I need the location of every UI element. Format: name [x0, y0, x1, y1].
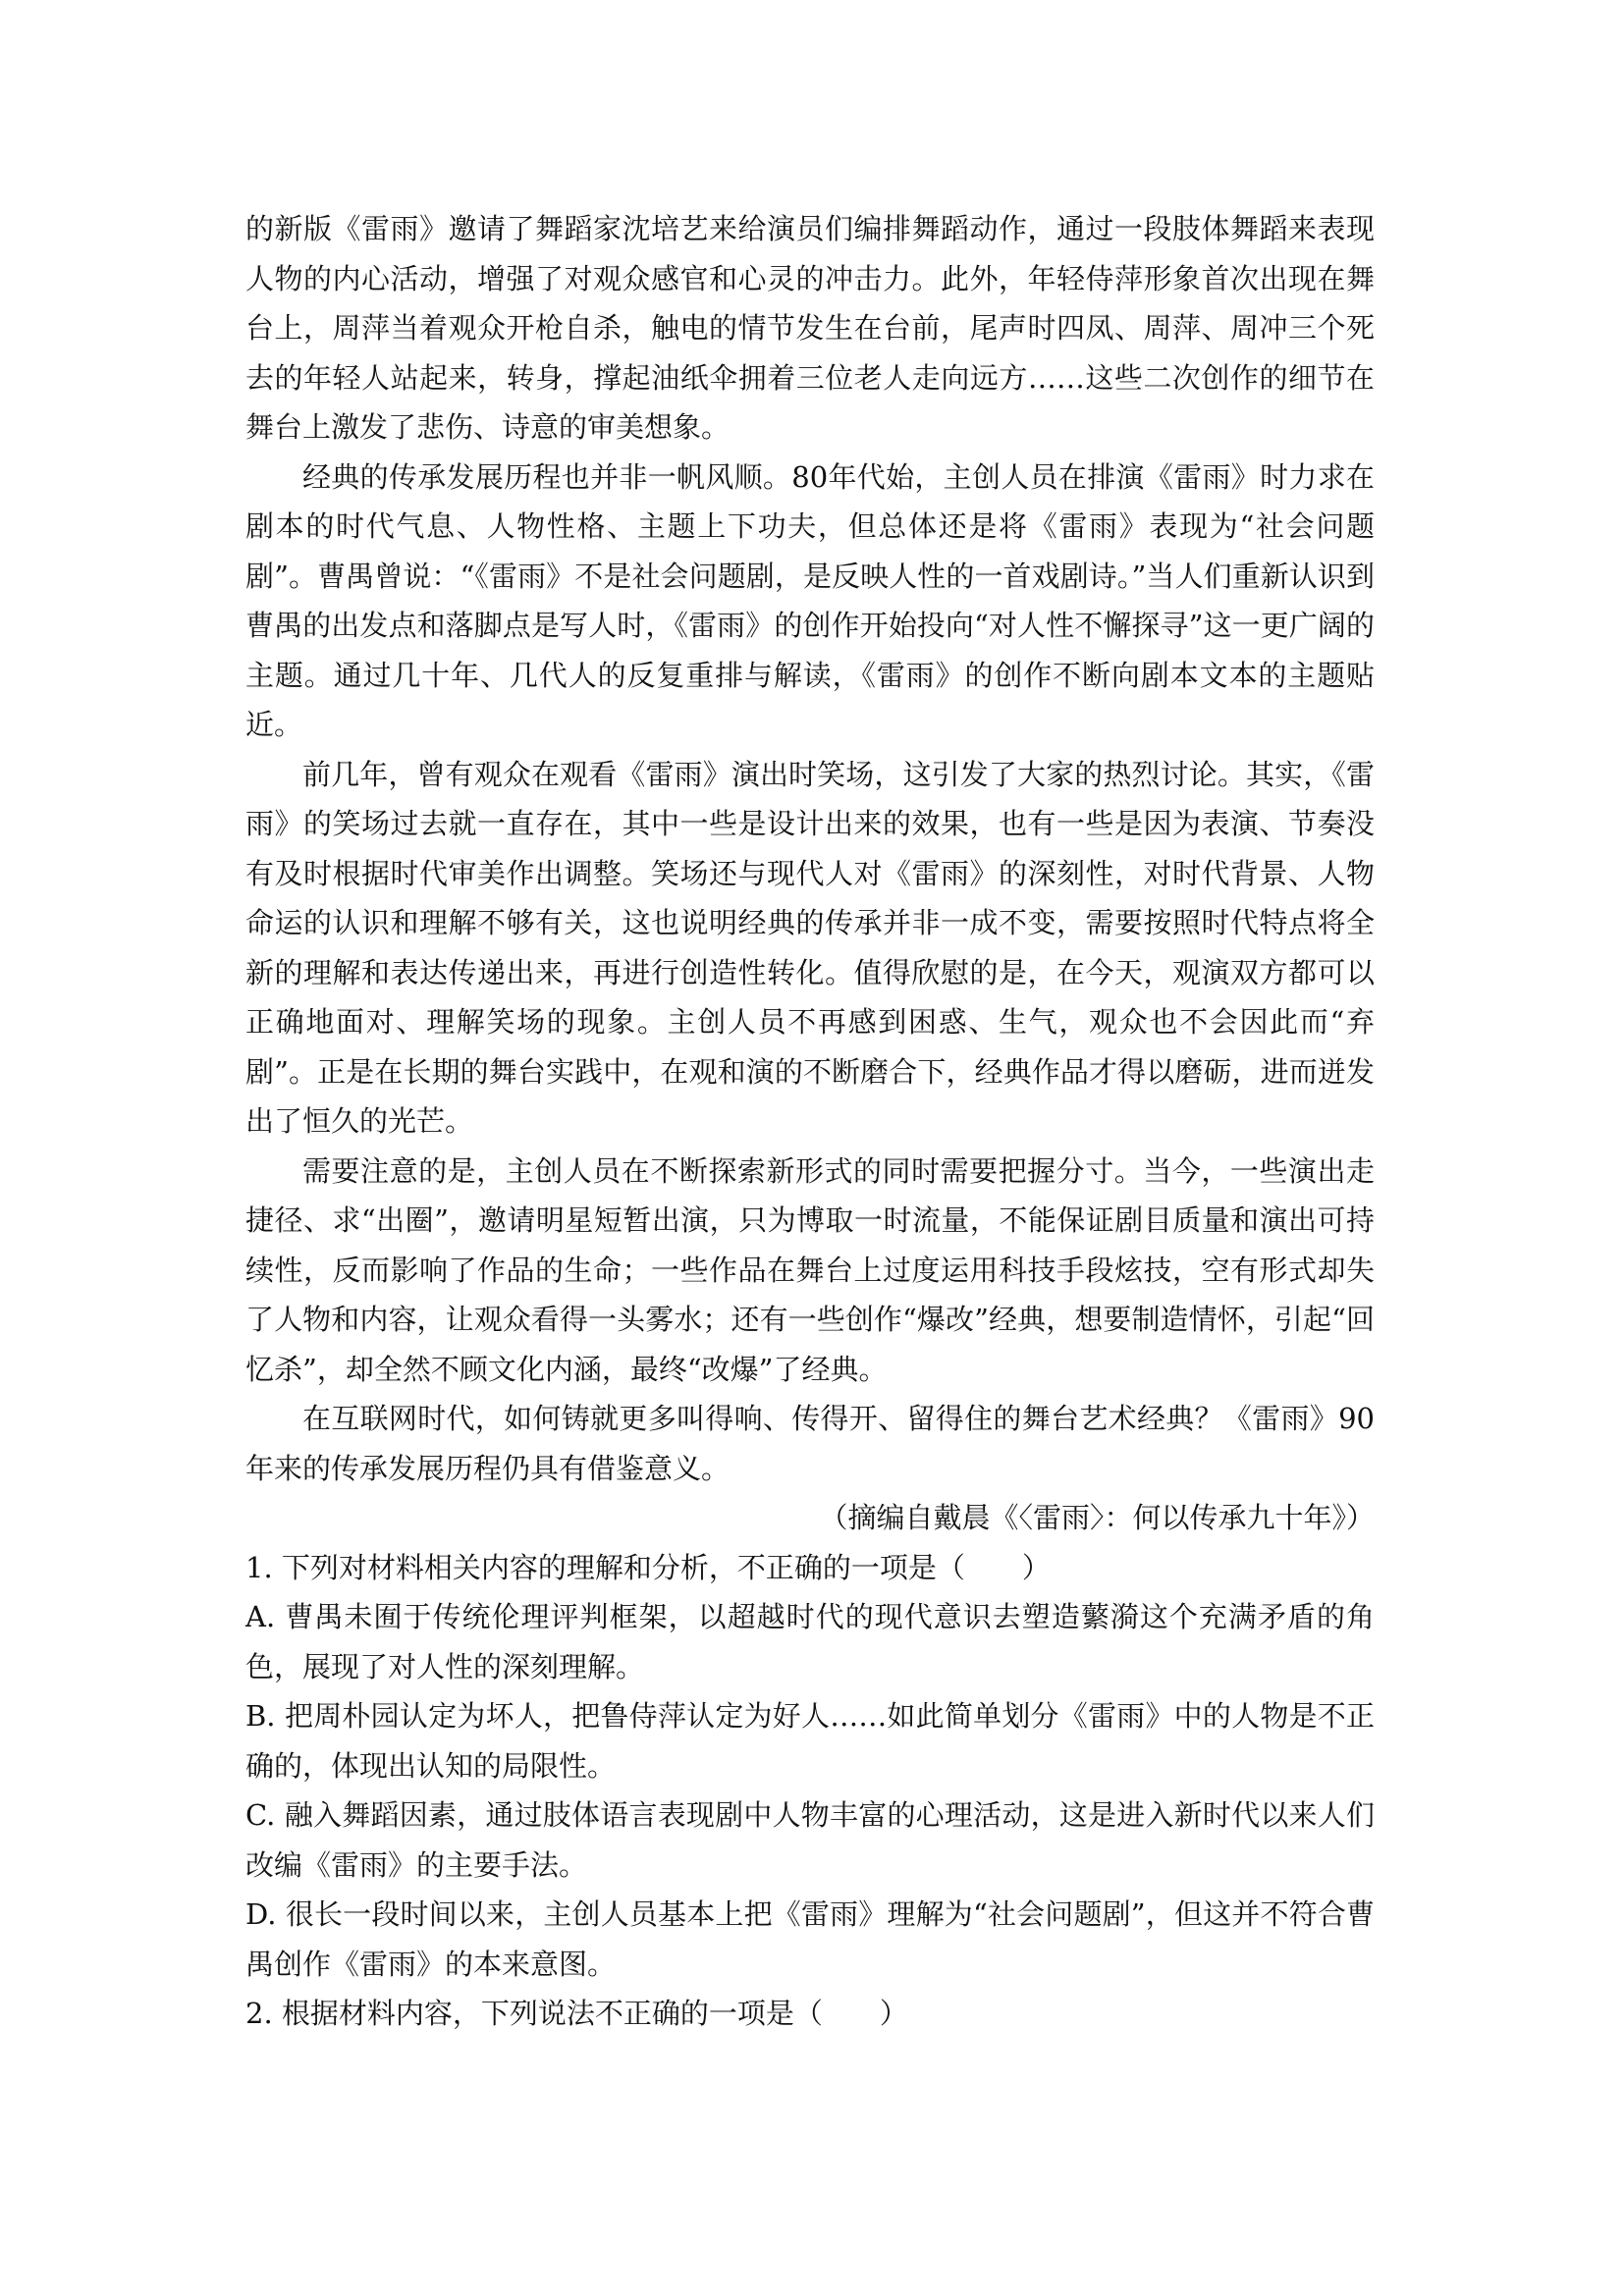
body-paragraph-continued: 的新版《雷雨》邀请了舞蹈家沈培艺来给演员们编排舞蹈动作，通过一段肢体舞蹈来表现人物的内心活动，增强了对观众感官和心灵的冲击力。此外，年轻侍萍形象首次出现在舞台上，周萍当着观众开枪自杀，触电的情节发生在台前，尾声时四凤、周萍、周冲三个死去的年轻人站起来，转身，撑起油纸伞拥着三位老人走向远方……这些二次创作的细节在舞台上激发了悲伤、诗意的审美想象。: [245, 212, 1375, 444]
question-stem: 2. 根据材料内容，下列说法不正确的一项是（ ）: [245, 1997, 908, 2030]
option-a: A. 曹禺未囿于传统伦理评判框架，以超越时代的现代意识去塑造蘩漪这个充满矛盾的角色，展现了对人性的深刻理解。: [245, 1600, 1375, 1683]
document-page: [245, 204, 1375, 2039]
option-b: B. 把周朴园认定为坏人，把鲁侍萍认定为好人……如此简单划分《雷雨》中的人物是不正确的，体现出认知的局限性。: [245, 1699, 1375, 1783]
question-2: [245, 1989, 1375, 2039]
source-citation: （摘编自戴晨《〈雷雨〉：何以传承九十年》）: [819, 1501, 1375, 1534]
option-c: C. 融入舞蹈因素，通过肢体语言表现剧中人物丰富的心理活动，这是进入新时代以来人们改编《雷雨》的主要手法。: [245, 1798, 1375, 1882]
body-paragraph: 经典的传承发展历程也并非一帆风顺。80年代始，主创人员在排演《雷雨》时力求在剧本的时代气息、人物性格、主题上下功夫，但总体还是将《雷雨》表现为“社会问题剧”。曹禺曾说：“《雷雨》不是社会问题剧，是反映人性的一首戏剧诗。”当人们重新认识到曹禺的出发点和落脚点是写人时，《雷雨》的创作开始投向“对人性不懈探寻”这一更广阔的主题。通过几十年、几代人的反复重排与解读，《雷雨》的创作不断向剧本文本的主题贴近。: [245, 459, 1375, 741]
body-paragraph: 需要注意的是，主创人员在不断探索新形式的同时需要把握分寸。当今，一些演出走捷径、求“出圈”，邀请明星短暂出演，只为博取一时流量，不能保证剧目质量和演出可持续性，反而影响了作品的生命；一些作品在舞台上过度运用科技手段炫技，空有形式却失了人物和内容，让观众看得一头雾水；还有一些创作“爆改”经典，想要制造情怀，引起“回忆杀”，却全然不顾文化内涵，最终“改爆”了经典。: [245, 1153, 1375, 1386]
question-stem: 1. 下列对材料相关内容的理解和分析，不正确的一项是（ ）: [245, 1550, 1051, 1584]
body-paragraph: 前几年，曾有观众在观看《雷雨》演出时笑场，这引发了大家的热烈讨论。其实，《雷雨》的笑场过去就一直存在，其中一些是设计出来的效果，也有一些是因为表演、节奏没有及时根据时代审美作出调整。笑场还与现代人对《雷雨》的深刻性，对时代背景、人物命运的认识和理解不够有关，这也说明经典的传承并非一成不变，需要按照时代特点将全新的理解和表达传递出来，再进行创造性转化。值得欣慰的是，在今天，观演双方都可以正确地面对、理解笑场的现象。主创人员不再感到困惑、生气，观众也不会因此而“弃剧”。正是在长期的舞台实践中，在观和演的不断磨合下，经典作品才得以磨砺，进而迸发出了恒久的光芒。: [245, 757, 1375, 1138]
body-paragraph: 在互联网时代，如何铸就更多叫得响、传得开、留得住的舞台艺术经典？《雷雨》90年来的传承发展历程仍具有借鉴意义。: [245, 1402, 1375, 1485]
option-d: D. 很长一段时间以来，主创人员基本上把《雷雨》理解为“社会问题剧”，但这并不符合曹禺创作《雷雨》的本来意图。: [245, 1897, 1375, 1981]
question-1: [245, 1543, 1375, 1990]
